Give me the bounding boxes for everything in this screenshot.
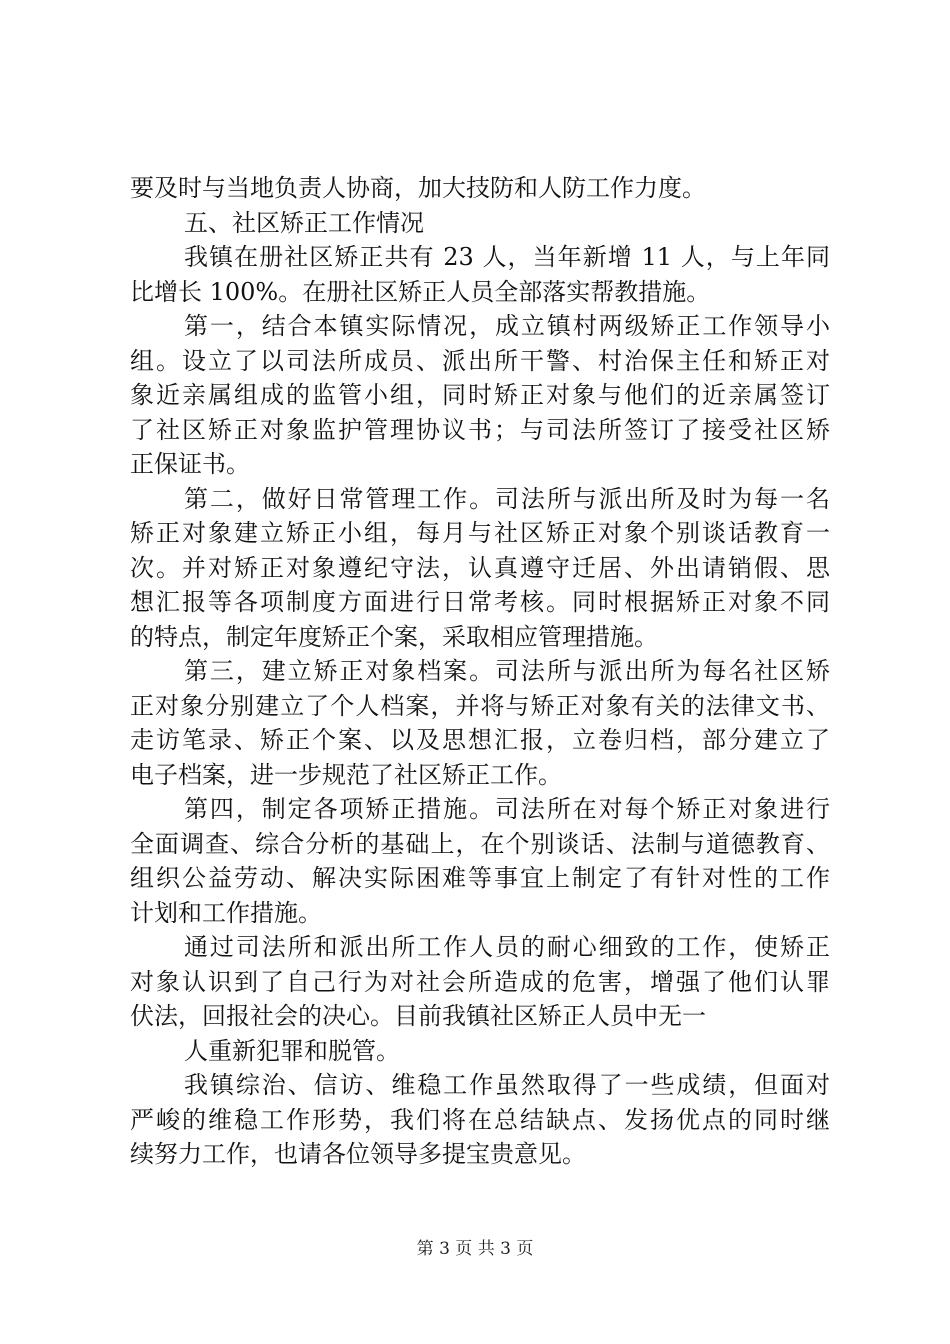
text-line: 正保证书。 (130, 450, 250, 478)
text-line: 次。并对矫正对象遵纪守法，认真遵守迁居、外出请销假、思 (130, 553, 830, 582)
text-line: 组。设立了以司法所成员、派出所干警、村治保主任和矫正对 (130, 346, 830, 375)
text-line: 走访笔录、矫正个案、以及思想汇报，立卷归档，部分建立了 (130, 726, 830, 754)
text-line: 第一，结合本镇实际情况，成立镇村两级矫正工作领导小 (184, 312, 830, 340)
document-body (130, 171, 830, 1172)
text-line: 比增长 100%。在册社区矫正人员全部落实帮教措施。 (130, 277, 711, 306)
text-line: 人重新犯罪和脱管。 (184, 1036, 400, 1065)
text-line: 第三，建立矫正对象档案。司法所与派出所为每名社区矫 (184, 657, 830, 685)
text-line: 组织公益劳动、解决实际困难等事宜上制定了有针对性的工作 (130, 864, 830, 892)
text-line: 电子档案，进一步规范了社区矫正工作。 (130, 760, 562, 789)
text-line: 我镇综治、信访、维稳工作虽然取得了一些成绩，但面对 (184, 1071, 830, 1099)
text-line: 要及时与当地负责人协商，加大技防和人防工作力度。 (130, 174, 706, 202)
section-heading: 五、社区矫正工作情况 (184, 208, 424, 237)
page-number-footer: 第 3 页 共 3 页 (416, 1239, 534, 1259)
text-line: 严峻的维稳工作形势，我们将在总结缺点、发扬优点的同时继 (130, 1105, 830, 1134)
text-line: 矫正对象建立矫正小组，每月与社区矫正对象个别谈话教育一 (130, 519, 830, 547)
text-line: 的特点，制定年度矫正个案，采取相应管理措施。 (130, 622, 658, 651)
text-line: 象近亲属组成的监管小组，同时矫正对象与他们的近亲属签订 (130, 381, 830, 409)
text-line: 我镇在册社区矫正共有 23 人，当年新增 11 人，与上年同 (184, 243, 830, 271)
text-line: 伏法，回报社会的决心。目前我镇社区矫正人员中无一 (130, 1002, 706, 1030)
text-line: 全面调查、综合分析的基础上，在个别谈话、法制与道德教育、 (130, 829, 830, 858)
text-line: 计划和工作措施。 (130, 898, 322, 927)
text-line: 对象认识到了自己行为对社会所造成的危害，增强了他们认罪 (130, 967, 830, 996)
text-line: 想汇报等各项制度方面进行日常考核。同时根据矫正对象不同 (130, 588, 830, 616)
text-line: 正对象分别建立了个人档案，并将与矫正对象有关的法律文书、 (130, 691, 830, 720)
text-line: 续努力工作，也请各位领导多提宝贵意见。 (130, 1140, 586, 1168)
text-line: 了社区矫正对象监护管理协议书；与司法所签订了接受社区矫 (130, 415, 830, 444)
text-line: 第二，做好日常管理工作。司法所与派出所及时为每一名 (184, 484, 830, 513)
text-line: 通过司法所和派出所工作人员的耐心细致的工作，使矫正 (184, 933, 830, 961)
text-line: 第四，制定各项矫正措施。司法所在对每个矫正对象进行 (184, 795, 830, 823)
